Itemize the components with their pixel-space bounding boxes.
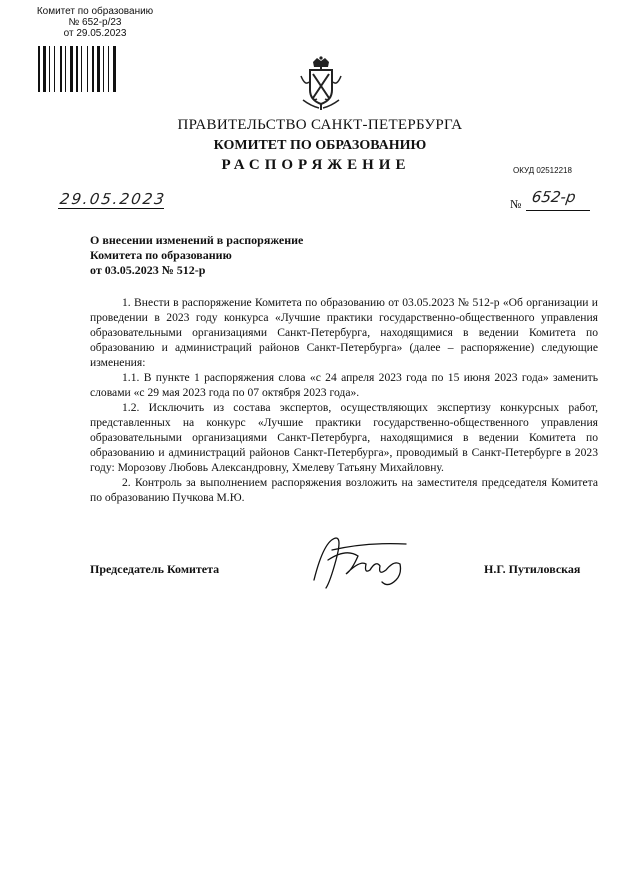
stamp-number: № 652-р/23 bbox=[68, 17, 122, 28]
handwritten-date: 29.05.2023 bbox=[58, 190, 168, 208]
signer-name: Н.Г. Путиловская bbox=[484, 562, 581, 576]
number-label: № bbox=[510, 197, 522, 211]
stamp-organization: Комитет по образованию bbox=[36, 6, 154, 17]
subject-line: О внесении изменений в распоряжение bbox=[90, 233, 304, 247]
paragraph-2: 2. Контроль за выполнением распоряжения возложить на заместителя председателя Комитета по образованию Пучкова М.Ю. bbox=[90, 476, 598, 504]
paragraph-1: 1. Внести в распоряжение Комитета по образованию от 03.05.2023 № 512-р «Об организации и проведении в 2023 году конкурса «Лучшие практики государственно-общественного управления образовательными организациями Санкт-Петербурга, находящимися в ведении Комитета по образованию и администраций районов Санкт-Петербурга» (далее – распоряжение) следующие изменения: bbox=[90, 296, 598, 369]
handwritten-signature bbox=[306, 530, 416, 594]
number-underline bbox=[526, 210, 590, 211]
document-type: РАСПОРЯЖЕНИЕ bbox=[221, 157, 411, 173]
signer-position: Председатель Комитета bbox=[90, 562, 220, 576]
barcode-image bbox=[38, 46, 124, 92]
okud-code: ОКУД 02512218 bbox=[513, 166, 572, 175]
paragraph-1-2: 1.2. Исключить из состава экспертов, осуществляющих экспертизу конкурсных работ, представленных на конкурс «Лучшие практики государственно-общественного управления образовательными организациями Санкт-Петербурга, находящимися в ведении Комитета по образованию и администраций районов Санкт-Петербурга», проводимый в Санкт-Петербурге в 2023 году: Морозову Любовь Александровну, Хмелеву Татьяну Михайловну. bbox=[90, 401, 598, 474]
committee-title: КОМИТЕТ ПО ОБРАЗОВАНИЮ bbox=[213, 138, 427, 153]
coat-of-arms-icon bbox=[297, 56, 345, 112]
registration-stamp bbox=[36, 6, 154, 39]
stamp-date: от 29.05.2023 bbox=[63, 28, 127, 39]
paragraph-1-1: 1.1. В пункте 1 распоряжения слова «с 24 апреля 2023 года по 15 июня 2023 года» заменить словами «с 29 мая 2023 года по 07 октября 2023 года». bbox=[90, 371, 598, 399]
document-body bbox=[90, 295, 598, 505]
subject-line: Комитета по образованию bbox=[90, 248, 232, 262]
handwritten-number: 652-р bbox=[530, 188, 577, 206]
date-underline bbox=[58, 208, 164, 209]
document-subject bbox=[90, 233, 303, 278]
government-title: ПРАВИТЕЛЬСТВО САНКТ-ПЕТЕРБУРГА bbox=[177, 117, 463, 133]
subject-line: от 03.05.2023 № 512-р bbox=[90, 263, 206, 277]
